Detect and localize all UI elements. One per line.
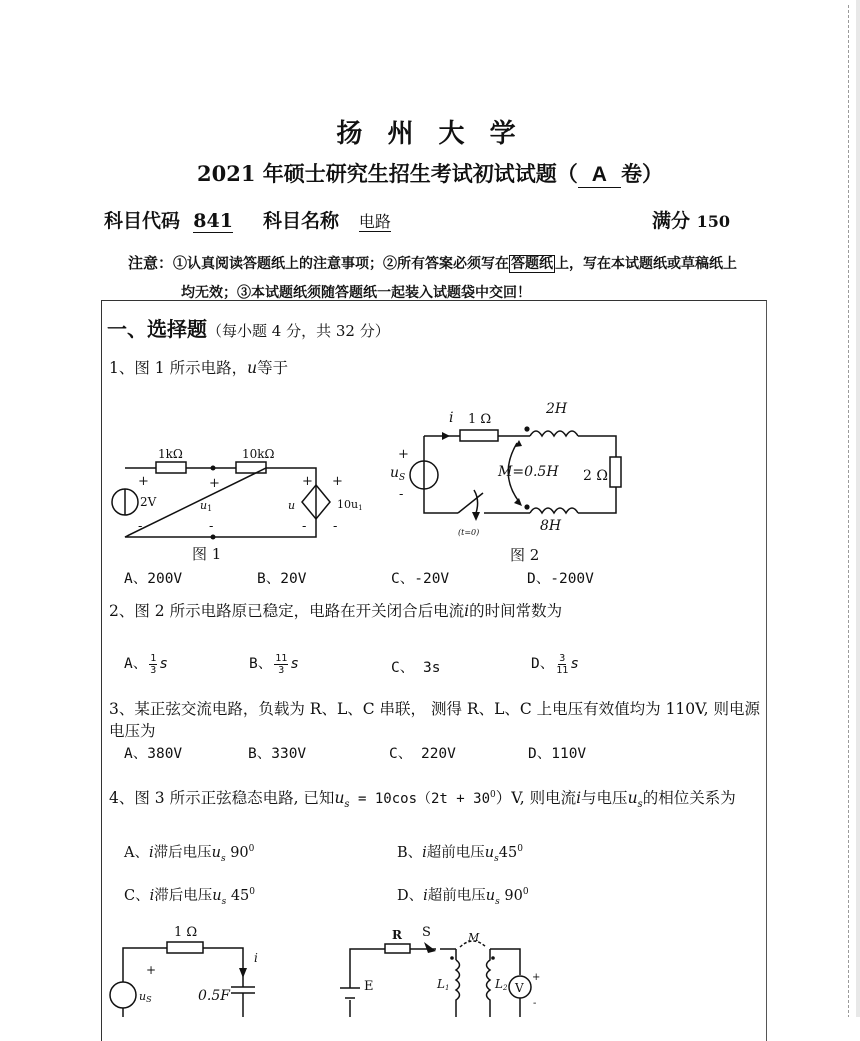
denominator: 11 [556,664,569,676]
notice-line-2: 均无效；③本试题纸须随答题纸一起装入试题袋中交回！ [181,285,531,301]
minus-sign: - [209,519,214,534]
minus-sign: - [138,519,143,534]
plus-sign: + [138,474,149,489]
stem-text: 的时间常数为 [469,602,563,620]
section-note: （每小题 4 分，共 32 分） [207,322,390,340]
fig4-r-label: R [392,928,402,942]
question-3-stem-line-2: 电压为 [109,722,156,740]
option-prefix: A、 [124,656,148,672]
notice-label: 注意： [128,254,174,272]
plus-sign: + [398,447,409,462]
subject-name-row [263,206,391,233]
q3-option-b: B、330V [248,746,307,762]
subscript: s [637,799,643,811]
notice-text-a: ①认真阅读答题纸上的注意事项；②所有答案必须写在 [173,256,510,272]
q1-option-a: A、200V [124,571,183,587]
option-prefix: B、 [397,845,423,861]
denominator: 3 [150,664,157,676]
fraction [149,653,157,676]
fig4-battery-label: E [364,979,374,994]
fig1-source-label: 2V [140,495,157,509]
q4-option-b [397,841,523,864]
numerator: 11 [275,652,288,664]
subject-code: 841 [193,210,233,232]
fig4-l2-label: L2 [495,977,508,992]
question-1-stem [109,356,288,378]
subject-name-label: 科目名称 [263,210,340,232]
fig1-dep-source-label: 10u1 [337,498,363,512]
fig2-current-label: i [449,410,454,426]
q4-option-a [124,841,254,864]
plus-sign: + [146,963,157,977]
figure-1-circuit [104,440,363,565]
figure-3-circuit [104,920,264,1017]
notice-text-b: 上，写在本试题纸或草稿纸上 [555,256,738,272]
question-3-stem-line-1: 3、某正弦交流电路，负载为 R、L、C 串联， 测得 R、L、C 上电压有效值均为 110V, 则电源 [109,700,760,718]
fraction [274,653,288,676]
numerator: 1 [150,652,157,664]
fig4-switch-label: S [422,925,431,940]
exam-title-prefix: 2021 年硕士研究生招生考试初试试题（ [197,161,578,186]
dot-marker [491,956,495,960]
option-prefix: C、 [124,888,150,904]
superscript: 0 [522,887,529,898]
exam-title-suffix: 卷） [620,161,663,186]
q1-option-c: C、-20V [391,571,450,587]
unit: s [290,656,300,672]
section-heading [107,313,390,342]
minus-sign: - [333,519,338,534]
full-score-row [652,206,730,233]
superscript: 0 [490,789,496,800]
option-prefix: A、 [124,845,149,861]
fig2-caption: 图 2 [510,546,540,564]
subscript: s [221,896,227,907]
stem-variable: i [576,789,582,807]
angle: 45 [498,845,518,861]
plus-sign: + [209,476,220,491]
fig2-r2-label: 2 Ω [583,468,608,484]
option-text: 滞后电压 [154,888,213,904]
variable: u [212,888,222,904]
option-prefix: C、 [391,660,415,676]
minus-sign: - [302,519,307,534]
numerator: 3 [559,652,566,664]
equation: = 10cos（2t + 30 [349,791,490,807]
stem-variable: u [334,789,345,807]
fig3-cap-label: 0.5F [198,988,230,1004]
fig4-l1-label: L1 [437,977,450,992]
q4-option-c [124,884,255,907]
question-2-stem [109,599,562,621]
figure-2-circuit [380,395,640,565]
fig4-mutual-label: M [468,931,480,944]
plus-sign: + [302,474,313,489]
superscript: 0 [517,844,523,855]
subject-code-row [104,206,233,233]
variable: u [211,845,221,861]
angle: 90 [225,845,249,861]
stem-text: 等于 [257,359,289,377]
section-title: 一、选择题 [107,317,207,341]
fig2-r1-label: 1 Ω [468,412,492,427]
variable: i [148,845,154,861]
stem-variable: u [247,359,258,377]
q3-option-d: D、110V [528,746,587,762]
scan-artifact-line [848,5,849,1017]
exam-title [0,158,860,188]
subscript: s [220,853,226,864]
fig1-r2-label: 10kΩ [242,447,275,461]
option-text: 超前电压 [426,845,485,861]
option-prefix: D、 [531,656,555,672]
fig2-l1-label: 2H [546,401,568,417]
fig3-current-label: i [254,951,258,965]
dot-marker [450,956,454,960]
denominator: 3 [278,664,285,676]
stem-text: 4、图 3 所示正弦稳态电路, 已知 [109,789,335,807]
page-edge [856,0,860,1017]
fig1-u-label: u [288,499,296,512]
subscript: s [494,853,499,864]
subscript: s [495,896,500,907]
stem-text: 1、图 1 所示电路， [109,359,248,377]
option-prefix: D、 [397,888,424,904]
angle: 90 [499,888,523,904]
stem-text: 与电压 [581,789,628,807]
q4-option-d [397,884,529,907]
option-value: 3s [422,660,441,676]
q3-option-a: A、380V [124,746,183,762]
dot-marker [524,426,529,431]
superscript: 0 [248,844,255,855]
q2-option-a [124,652,168,676]
variable: i [422,845,427,861]
full-score-label: 满分 [652,210,691,232]
option-text: 超前电压 [427,888,486,904]
plus-sign: + [332,474,343,489]
fig4-meter-label: V [515,981,524,995]
university-name: 扬 州 大 学 [336,119,524,149]
paper-version: A [578,163,621,188]
fraction [556,653,568,676]
option-prefix: B、 [249,656,273,672]
q2-option-b [249,652,299,676]
variable: u [484,845,495,861]
q2-option-d [531,652,579,676]
stem-text: ）V, 则电流 [495,789,577,807]
q2-option-c [391,656,440,677]
fig2-source-label: $u_S$ [390,465,406,483]
unit: s [159,656,168,672]
fig1-u1-label: u1 [200,499,213,513]
q1-option-b: B、20V [257,571,307,587]
minus-sign: - [399,487,404,502]
q1-option-d: D、-200V [527,571,594,587]
superscript: 0 [249,887,256,898]
fig2-mutual-label: M=0.5H [498,464,559,480]
figure-4-circuit [340,920,540,1017]
fig1-r1-label: 1kΩ [158,447,183,461]
fig1-caption: 图 1 [192,545,222,563]
subject-name: 电路 [358,212,391,231]
angle: 45 [226,888,250,904]
variable: u [485,888,496,904]
notice-boxed-text: 答题纸 [511,256,554,272]
notice-line-1 [128,252,737,273]
dot-marker [524,504,529,509]
fig3-r-label: 1 Ω [174,925,198,940]
minus-sign: - [533,998,537,1009]
stem-variable: i [464,602,470,620]
node-dot [211,535,216,540]
stem-text: 的相位关系为 [642,789,736,807]
fig2-switch-time: (t=0) [458,528,480,537]
full-score: 150 [696,212,731,231]
subscript: s [344,799,350,811]
variable: i [423,888,428,904]
plus-sign: + [532,972,541,983]
stem-variable: u [627,789,638,807]
unit: s [570,656,580,672]
node-dot [211,466,216,471]
fig2-l2-label: 8H [540,518,562,534]
q3-option-c: C、 220V [389,746,456,762]
stem-text: 2、图 2 所示电路原已稳定，电路在开关闭合后电流 [109,602,465,620]
question-4-stem [109,786,736,810]
option-text: 滞后电压 [153,845,212,861]
subject-code-label: 科目代码 [104,210,181,232]
variable: i [149,888,155,904]
fig3-source-label: uS [139,990,152,1004]
